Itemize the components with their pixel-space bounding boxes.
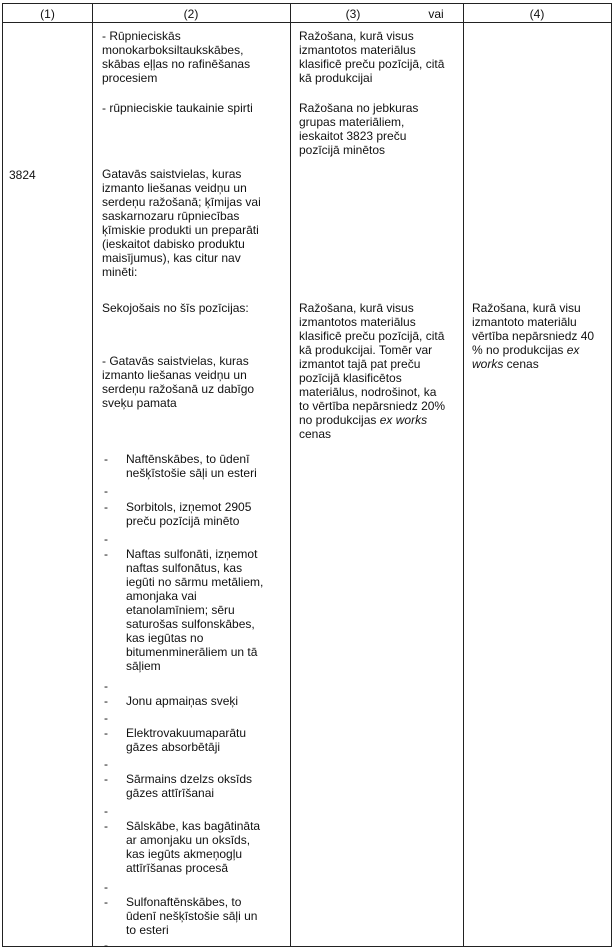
list-dash: - bbox=[104, 804, 108, 818]
list-item: Sorbitols, izņemot 2905 preču pozīcijā minēto bbox=[126, 500, 252, 528]
column-divider bbox=[290, 4, 291, 946]
list-dash: - bbox=[104, 726, 108, 740]
list-dash: - bbox=[104, 500, 108, 514]
rule-text: Ražošana, kurā visus izmantotos materiālus klasificē preču pozīcijā, citā kā produkcijai. Tomēr var izmantot tajā pat preču pozīcijā klasificētos materiālus, nodrošinot, ka to vērtība nepārsniedz 20% no produkcijas bbox=[299, 301, 446, 427]
alt-rule-text-end: cenas bbox=[503, 357, 539, 371]
list-item: Sulfonaftēnskābes, to ūdenī nešķīstošie sāļi un to esteri bbox=[126, 895, 258, 937]
header-col-4: (4) bbox=[529, 7, 545, 21]
desc-natural-resin-binders: - Gatavās saistvielas, kuras izmanto liešanas veidņu un serdeņu ražošanā uz dabīgo sveķu pamata bbox=[102, 354, 255, 410]
list-dash: - bbox=[104, 679, 108, 693]
list-dash: - bbox=[104, 819, 108, 833]
ex-works-term: ex works bbox=[379, 413, 428, 427]
header-col-2: (2) bbox=[183, 7, 199, 21]
list-item: Jonu apmaiņas sveķi bbox=[126, 694, 239, 708]
list-item: Sālskābe, kas bagātināta ar amonjaku un oksīds, kas iegūts akmeņogļu attīrīšanas procesā bbox=[126, 819, 261, 875]
rule-fatty-alcohols: Ražošana no jebkuras grupas materiāliem, ieskaitot 3823 preču pozīcijā minētos bbox=[299, 101, 419, 157]
rules-table bbox=[2, 3, 612, 952]
desc-item-fatty-acids: - Rūpnieciskās monokarboksiltaukskābes, skābas eļļas no rafinēšanas procesiem bbox=[102, 29, 251, 85]
header-col-3: (3) bbox=[345, 7, 361, 21]
alt-rule-text: Ražošana, kurā visu izmantoto materiālu vērtība nepārsniedz 40 % no produkcijas bbox=[472, 301, 595, 357]
list-dash: - bbox=[104, 757, 108, 771]
desc-heading-3824: Gatavās saistvielas, kuras izmanto liešanas veidņu un serdeņu ražošanā; ķīmijas vai saskarnozaru rūpniecības ķīmiskie produkti un preparāti (ieskaitot dabisko produktu maisījumus), kas citur nav minēti: bbox=[102, 167, 261, 279]
ex-term: ex bbox=[566, 343, 580, 357]
header-col-1: (1) bbox=[40, 7, 55, 21]
column-divider bbox=[463, 4, 464, 946]
header-or-label: vai bbox=[428, 7, 444, 21]
column-divider bbox=[92, 4, 93, 946]
alt-rule-value-limit bbox=[472, 301, 611, 371]
rule-fatty-acids: Ražošana, kurā visus izmantotos materiālus klasificē preču pozīcijā, citā kā produkcijai bbox=[299, 29, 445, 85]
heading-code: 3824 bbox=[9, 168, 36, 182]
list-dash: - bbox=[104, 484, 108, 498]
list-dash: - bbox=[104, 547, 108, 561]
list-dash: - bbox=[104, 711, 108, 725]
desc-following: Sekojošais no šīs pozīcijas: bbox=[102, 301, 249, 315]
list-dash: - bbox=[104, 452, 108, 466]
works-term: works bbox=[472, 357, 504, 371]
list-item: Sārmains dzelzs oksīds gāzes attīrīšanai bbox=[126, 772, 253, 800]
rule-text-end: cenas bbox=[299, 427, 332, 441]
list-item: Naftēnskābes, to ūdenī nešķīstošie sāļi un esteri bbox=[126, 452, 257, 480]
list-dash: - bbox=[104, 938, 108, 952]
header-divider bbox=[3, 22, 611, 23]
rule-chemical-products bbox=[299, 301, 461, 441]
list-dash: - bbox=[104, 532, 108, 546]
list-dash: - bbox=[104, 880, 108, 894]
list-dash: - bbox=[104, 895, 108, 909]
list-item: Elektrovakuumaparātu gāzes absorbētāji bbox=[126, 726, 247, 754]
list-dash: - bbox=[104, 772, 108, 786]
list-item: Naftas sulfonāti, izņemot naftas sulfonātus, kas iegūti no sārmu metāliem, amonjaka vai etanolamīniem; sēru saturošas sulfonskābes, kas iegūtas no bitumenminerāliem un tā sāļiem bbox=[126, 547, 264, 673]
list-dash: - bbox=[104, 694, 108, 708]
desc-item-fatty-alcohols: - rūpnieciskie taukainie spirti bbox=[102, 101, 253, 115]
